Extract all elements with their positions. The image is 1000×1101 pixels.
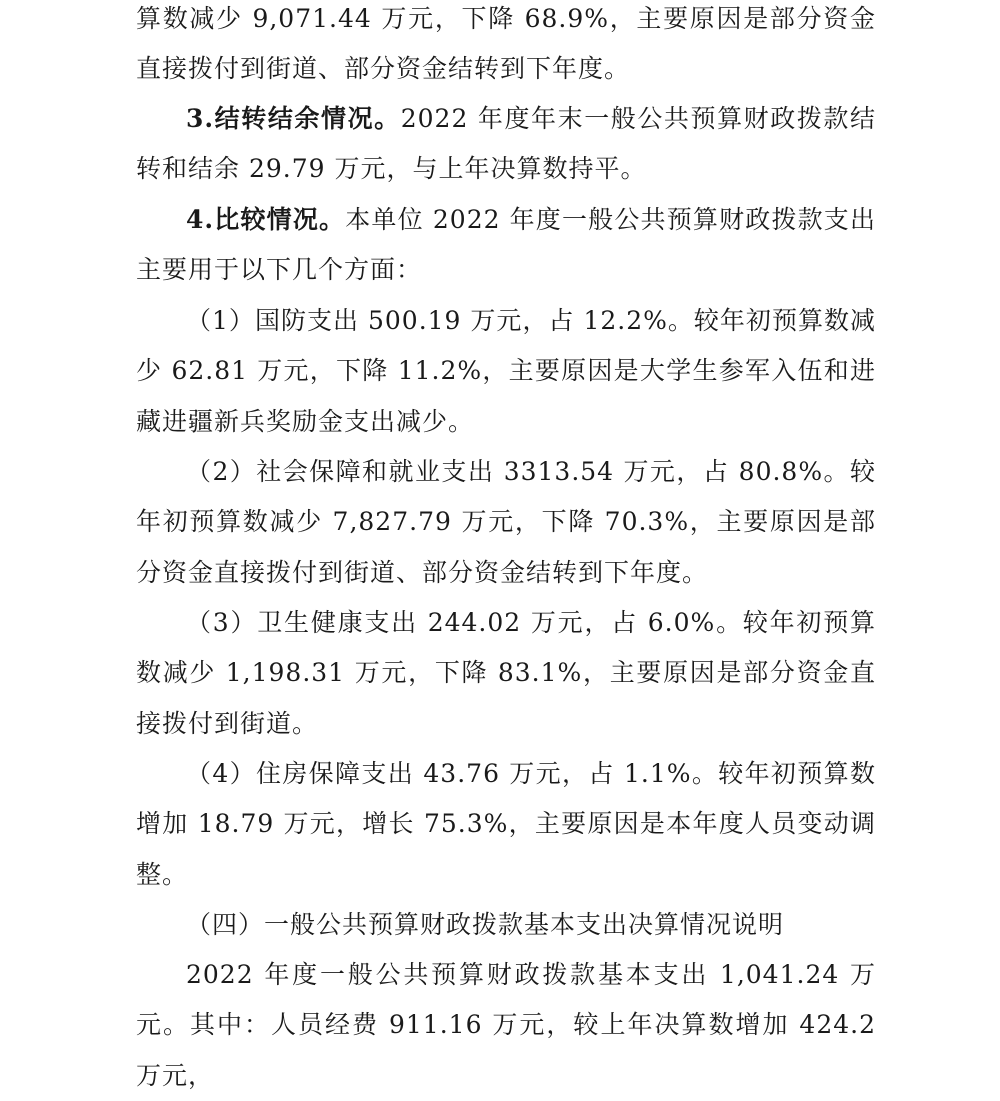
paragraph-social-security [136, 447, 876, 598]
paragraph-housing-text: （4）住房保障支出 43.76 万元，占 1.1%。较年初预算数增加 18.79 万元，增长 75.3%，主要原因是本年度人员变动调整。 [136, 759, 876, 889]
paragraph-carryover-heading: 3.结转结余情况。 [186, 104, 401, 133]
paragraph-basic-expenditure-text: 2022 年度一般公共预算财政拨款基本支出 1,041.24 万元。其中：人员经费 911.16 万元，较上年决算数增加 424.2 万元， [136, 960, 876, 1090]
paragraph-basic-expenditure [136, 950, 876, 1101]
paragraph-defense-text: （1）国防支出 500.19 万元，占 12.2%。较年初预算数减少 62.81 万元，下降 11.2%，主要原因是大学生参军入伍和进藏进疆新兵奖励金支出减少。 [136, 306, 876, 436]
paragraph-1-text: 算数减少 9,071.44 万元，下降 68.9%，主要原因是部分资金直接拨付到街道、部分资金结转到下年度。 [136, 4, 876, 84]
section-heading-basic-expenditure [136, 900, 876, 950]
paragraph-social-security-text: （2）社会保障和就业支出 3313.54 万元，占 80.8%。较年初预算数减少 7,827.79 万元，下降 70.3%，主要原因是部分资金直接拨付到街道、部分资金结转到下年度。 [136, 457, 876, 587]
paragraph-housing [136, 749, 876, 900]
section-heading-text: （四）一般公共预算财政拨款基本支出决算情况说明 [186, 910, 785, 939]
paragraph-carryover-balance [136, 94, 876, 195]
paragraph-comparison-heading: 4.比较情况。 [186, 205, 346, 234]
paragraph-carryover-text: 2022 年度年末一般公共预算财政拨款结转和结余 29.79 万元，与上年决算数持平。 [136, 104, 876, 184]
paragraph-1 [136, 0, 876, 95]
paragraph-health-text: （3）卫生健康支出 244.02 万元，占 6.0%。较年初预算数减少 1,198.31 万元，下降 83.1%，主要原因是部分资金直接拨付到街道。 [136, 608, 876, 738]
paragraph-comparison [136, 195, 876, 296]
paragraph-health [136, 598, 876, 749]
paragraph-comparison-text: 本单位 2022 年度一般公共预算财政拨款支出主要用于以下几个方面： [136, 205, 876, 285]
paragraph-defense [136, 296, 876, 447]
